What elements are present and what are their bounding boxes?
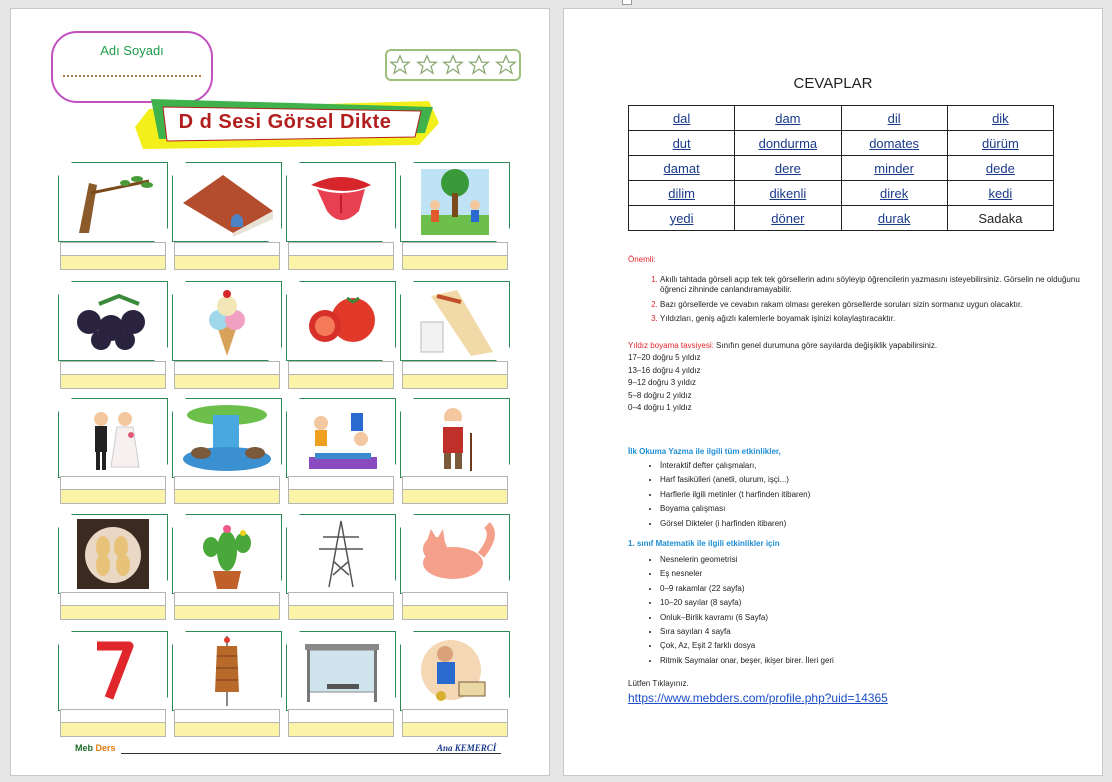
picture-card [172, 514, 282, 594]
answer-box[interactable] [402, 592, 508, 620]
answer-cell[interactable]: dondurma [735, 131, 841, 156]
worksheet-page [10, 8, 550, 776]
tomatoes-icon [287, 282, 395, 360]
answer-box[interactable] [60, 592, 166, 620]
bus-stop-icon [287, 632, 395, 710]
answer-box[interactable] [174, 709, 280, 737]
answer-cell[interactable]: dal [629, 106, 735, 131]
picture-card [286, 162, 396, 242]
answer-cell[interactable]: damat [629, 156, 735, 181]
answer-box[interactable] [174, 361, 280, 389]
picture-card [286, 398, 396, 478]
list-item: • Çok, Az, Eşit 2 farklı dosya [660, 641, 1080, 651]
name-line [63, 75, 201, 77]
answer-cell[interactable]: dilim [629, 181, 735, 206]
footer-brand-1: Meb [75, 743, 93, 753]
list-item: • Boyama çalışması [660, 504, 1080, 514]
answer-cell[interactable]: dut [629, 131, 735, 156]
table-row [629, 106, 1054, 131]
list-item: • Sıra sayıları 4 sayfa [660, 627, 1080, 637]
answer-box[interactable] [402, 709, 508, 737]
answer-box[interactable] [288, 476, 394, 504]
list-item: • 0–9 rakamlar (22 sayfa) [660, 584, 1080, 594]
wrap-icon [401, 282, 509, 360]
answer-box[interactable] [174, 476, 280, 504]
star-icon [468, 54, 490, 76]
answer-table [628, 105, 1054, 231]
cat-icon [401, 515, 509, 593]
score-line: 0–4 doğru 1 yıldız [628, 402, 692, 412]
list-item: • Görsel Dikteler (i harfinden itibaren) [660, 519, 1080, 529]
answer-box[interactable] [402, 361, 508, 389]
answer-box[interactable] [402, 476, 508, 504]
answer-cell[interactable]: dikenli [735, 181, 841, 206]
picture-card [58, 162, 168, 242]
doner-icon [173, 632, 281, 710]
answer-box[interactable] [288, 592, 394, 620]
couple-icon [59, 399, 167, 477]
answer-cell[interactable]: durak [841, 206, 947, 231]
picture-card [400, 162, 510, 242]
picture-card [400, 281, 510, 361]
please-click: Lütfen Tıklayınız. [628, 679, 689, 688]
star-icon [495, 54, 517, 76]
cactus-icon [173, 515, 281, 593]
answers-title: CEVAPLAR [793, 75, 873, 92]
answer-box[interactable] [60, 709, 166, 737]
answer-cell[interactable]: dere [735, 156, 841, 181]
beggar-icon [401, 632, 509, 710]
table-row [629, 206, 1054, 231]
notes-list [628, 275, 1090, 329]
picture-card [172, 631, 282, 711]
seven-icon [59, 632, 167, 710]
list-item: • Harf fasikülleri (anetli, olurum, işçi...) [660, 475, 1080, 485]
answer-box[interactable] [174, 242, 280, 270]
picture-card [400, 398, 510, 478]
list-item: 1. Akıllı tahtada görseli açıp tek tek görsellerin adını söyleyip öğrencilerin yazmasını isteyebilirsiniz. Görselin ne olduğunu öğrenci zihninde canlandıramayabilir. [660, 275, 1090, 296]
list-item: 2. Bazı görsellerde ve cevabın rakam olması gereken görsellerde soruları sizin sormanız uygun olacaktır. [660, 300, 1090, 310]
picture-card [58, 514, 168, 594]
picture-card [400, 631, 510, 711]
picture-card [58, 281, 168, 361]
table-row [629, 156, 1054, 181]
answer-box[interactable] [288, 242, 394, 270]
answer-cell[interactable]: dik [947, 106, 1053, 131]
footer-brand [75, 743, 116, 753]
math-heading: 1. sınıf Matematik ile ilgili etkinlikler için [628, 539, 780, 548]
list-item: • Harflerle ilgili metinler (t harfinden itibaren) [660, 490, 1080, 500]
picture-card [172, 162, 282, 242]
name-label: Adı Soyadı [100, 43, 164, 58]
score-line: 13–16 doğru 4 yıldız [628, 365, 701, 375]
branch-icon [59, 163, 167, 241]
pear-plate-icon [59, 515, 167, 593]
answer-cell: Sadaka [947, 206, 1053, 231]
score-line: 5–8 doğru 2 yıldız [628, 390, 692, 400]
tips-text: Sınıfın genel durumuna göre sayılarda değişiklik yapabilirsiniz. [713, 341, 938, 350]
list-item: • Nesnelerin geometrisi [660, 555, 1080, 565]
picture-card [400, 514, 510, 594]
star-icon [442, 54, 464, 76]
rating-stars [385, 49, 521, 81]
list-item: 3. Yıldızları, geniş ağızlı kalemlerle boyamak işinizi kolaylaştıracaktır. [660, 314, 1090, 324]
answers-page [563, 8, 1103, 776]
answer-cell[interactable]: dil [841, 106, 947, 131]
answer-cell[interactable]: yedi [629, 206, 735, 231]
answer-cell[interactable]: dürüm [947, 131, 1053, 156]
answer-cell[interactable]: direk [841, 181, 947, 206]
tips-label: Yıldız boyama tavsiyesi: [628, 341, 714, 350]
important-label: Önemli: [628, 255, 656, 264]
answer-cell[interactable]: minder [841, 156, 947, 181]
score-line: 9–12 doğru 3 yıldız [628, 378, 697, 388]
ice-cream-icon [173, 282, 281, 360]
answer-cell[interactable]: domates [841, 131, 947, 156]
picture-card [58, 631, 168, 711]
answer-cell[interactable]: kedi [947, 181, 1053, 206]
title-banner [129, 93, 449, 155]
profile-link[interactable]: https://www.mebders.com/profile.php?uid=14365 [628, 691, 888, 705]
answer-cell[interactable]: dam [735, 106, 841, 131]
kids-tree-icon [401, 163, 509, 241]
pylon-icon [287, 515, 395, 593]
worksheet-title: D d Sesi Görsel Dikte [178, 111, 392, 133]
picture-card [286, 281, 396, 361]
picture-card [172, 398, 282, 478]
score-line: 17–20 doğru 5 yıldız [628, 353, 701, 363]
answer-box[interactable] [60, 361, 166, 389]
grandpa-icon [401, 399, 509, 477]
footer-line [121, 753, 501, 754]
footer-brand-2: Ders [95, 743, 116, 753]
answer-box[interactable] [174, 592, 280, 620]
house-icon [173, 163, 281, 241]
list-item: • Ritmik Saymalar onar, beşer, ikişer birer. İleri geri [660, 656, 1080, 666]
table-row [629, 181, 1054, 206]
list-item: • Onluk–Birlik kavramı (6 Sayfa) [660, 613, 1080, 623]
blackberries-icon [59, 282, 167, 360]
picture-card [286, 631, 396, 711]
answer-cell[interactable]: döner [735, 206, 841, 231]
picture-card [58, 398, 168, 478]
list-item: • Eş nesneler [660, 569, 1080, 579]
answer-cell[interactable]: dede [947, 156, 1053, 181]
tongue-icon [287, 163, 395, 241]
list-item: • 10–20 sayılar (8 sayfa) [660, 598, 1080, 608]
answer-box[interactable] [60, 476, 166, 504]
kid-jump-icon [287, 399, 395, 477]
waterfall-icon [173, 399, 281, 477]
list-item: • İnteraktif defter çalışmaları, [660, 461, 1080, 471]
picture-card [172, 281, 282, 361]
math-list [628, 555, 1080, 670]
answer-box[interactable] [402, 242, 508, 270]
reading-heading: İlk Okuma Yazma ile ilgili tüm etkinlikler, [628, 447, 781, 456]
reading-list [628, 461, 1080, 533]
page-marker [622, 0, 632, 5]
answer-box[interactable] [60, 242, 166, 270]
tips-line [628, 341, 1058, 351]
answer-box[interactable] [288, 709, 394, 737]
star-icon [389, 54, 411, 76]
picture-card [286, 514, 396, 594]
footer-author: Ana KEMERCİ [437, 743, 497, 753]
star-icon [416, 54, 438, 76]
tips-block [628, 341, 1058, 415]
table-row [629, 131, 1054, 156]
answer-box[interactable] [288, 361, 394, 389]
